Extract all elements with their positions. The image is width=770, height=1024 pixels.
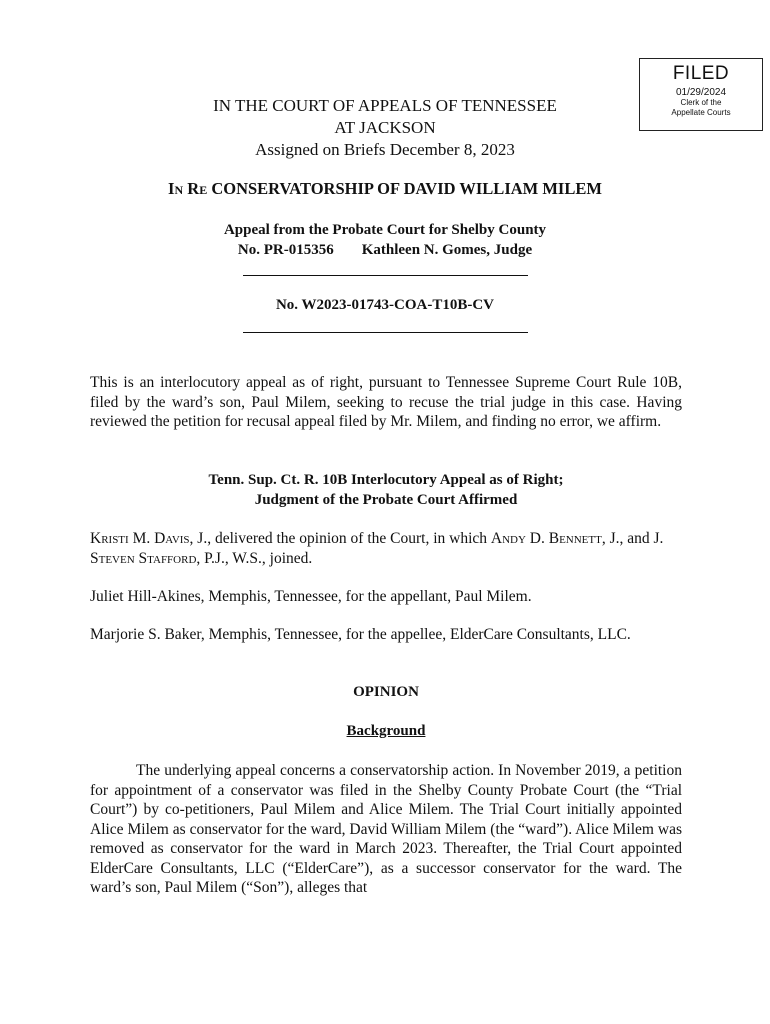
author-judge: Kristi M. Davis bbox=[90, 530, 190, 547]
holding-line-1: Tenn. Sup. Ct. R. 10B Interlocutory Appeal as of Right; bbox=[208, 472, 564, 488]
opinion-text-2: , J., and J. bbox=[601, 530, 664, 547]
opinion-heading: OPINION bbox=[353, 684, 419, 700]
divider-line-bottom bbox=[243, 332, 528, 333]
appeal-case-line bbox=[0, 240, 770, 260]
court-location: AT JACKSON bbox=[334, 118, 436, 137]
court-name: IN THE COURT OF APPEALS OF TENNESSEE bbox=[213, 96, 557, 115]
case-name: CONSERVATORSHIP OF DAVID WILLIAM MILEM bbox=[211, 179, 602, 198]
appeal-court-line: Appeal from the Probate Court for Shelby County bbox=[223, 222, 547, 238]
assigned-date: Assigned on Briefs December 8, 2023 bbox=[255, 140, 515, 159]
appellee-counsel: Marjorie S. Baker, Memphis, Tennessee, for the appellee, ElderCare Consultants, LLC. bbox=[90, 626, 631, 643]
holding-line-2: Judgment of the Probate Court Affirmed bbox=[254, 492, 518, 508]
filed-stamp-date: 01/29/2024 bbox=[675, 87, 727, 98]
case-prefix-n: N bbox=[174, 183, 184, 197]
appellant-counsel: Juliet Hill-Akines, Memphis, Tennessee, for the appellant, Paul Milem. bbox=[90, 588, 532, 605]
background-heading: Background bbox=[346, 723, 426, 739]
divider-line-top bbox=[243, 275, 528, 276]
case-title bbox=[0, 179, 770, 199]
opinion-text-1: , J., delivered the opinion of the Court, in which bbox=[189, 530, 491, 547]
background-paragraph: The underlying appeal concerns a conservatorship action. In November 2019, a petition for appointment of a conservator was filed in the Shelby County Probate Court (the “Trial Court”) by co-petitioners, Paul Milem and Alice Milem. The Trial Court initially appointed Alice Milem as conservator for the ward, David William Milem (the “ward”). Alice Milem was removed as conservator for the ward in March 2023. Thereafter, the Trial Court appointed ElderCare Consultants, LLC (“ElderCare”), as a successor conservator for the ward. The ward’s son, Paul Milem (“Son”), alleges that bbox=[90, 762, 682, 896]
case-prefix-e: E bbox=[199, 183, 208, 197]
trial-judge: Kathleen N. Gomes, Judge bbox=[361, 242, 533, 258]
filed-stamp-title: FILED bbox=[672, 63, 730, 84]
filed-stamp-clerk: Clerk of the bbox=[680, 98, 722, 107]
opinion-author-line bbox=[90, 529, 682, 568]
case-prefix-i: I bbox=[168, 179, 175, 198]
holding-heading bbox=[90, 470, 682, 510]
joining-judge-1: Andy D. Bennett bbox=[490, 530, 602, 547]
summary-paragraph: This is an interlocutory appeal as of right, pursuant to Tennessee Supreme Court Rule 10B, filed by the ward’s son, Paul Milem, seeking to recuse the trial judge in this case. Having reviewed the petition for recusal appeal filed by Mr. Milem, and finding no error, we affirm. bbox=[90, 374, 682, 430]
opinion-text-3: , P.J., W.S., joined. bbox=[196, 549, 313, 567]
appeal-info bbox=[0, 220, 770, 260]
docket-number: No. W2023-01743-COA-T10B-CV bbox=[275, 297, 495, 313]
trial-case-number: No. PR-015356 bbox=[237, 242, 334, 258]
joining-judge-2: Steven Stafford bbox=[90, 549, 197, 567]
filed-stamp-courts: Appellate Courts bbox=[671, 108, 731, 117]
case-prefix-r: R bbox=[187, 179, 200, 198]
